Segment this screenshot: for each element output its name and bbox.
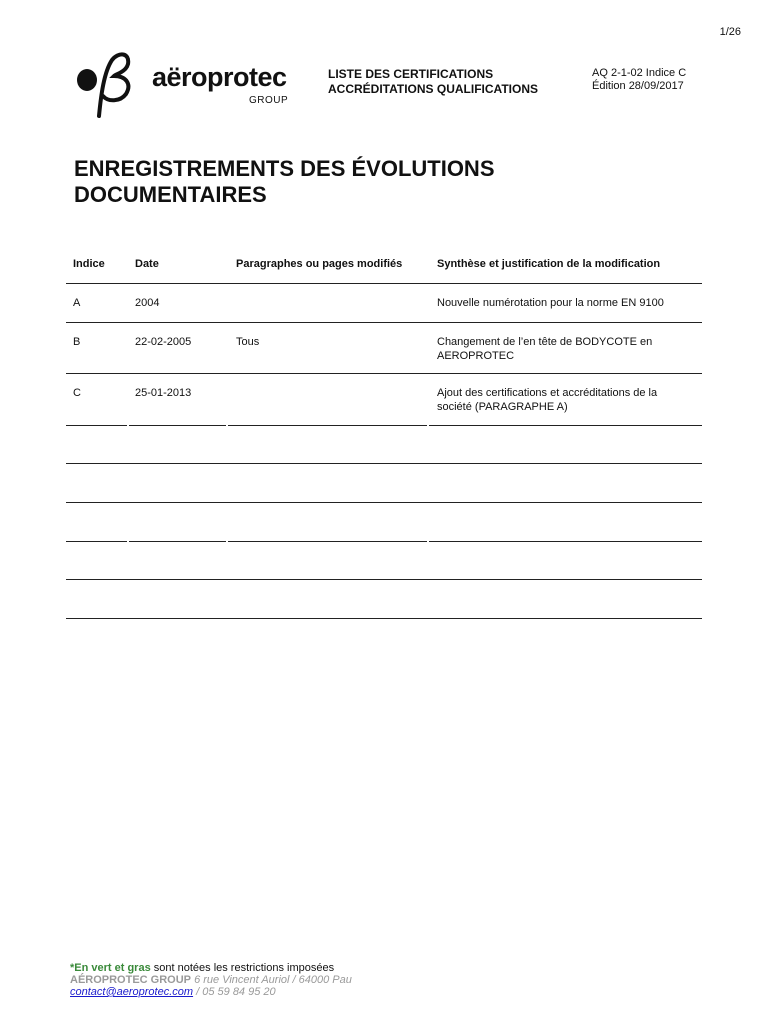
table-row: [66, 464, 702, 503]
table-row: [66, 503, 702, 541]
header-date: Date: [135, 258, 159, 270]
table-row: [66, 284, 702, 323]
cell-synthese: [437, 296, 677, 310]
revision-table: [66, 244, 702, 619]
cell-synthese-line1: Changement de l’en tête de BODYCOTE en: [437, 336, 653, 348]
footer-email-link[interactable]: contact@aeroprotec.com: [70, 986, 194, 998]
header-indice: Indice: [73, 258, 105, 270]
cell-indice: A: [73, 297, 81, 309]
page-heading-line1: ENREGISTREMENTS DES ÉVOLUTIONS: [74, 156, 495, 181]
cell-date: 22-02-2005: [135, 336, 192, 348]
page-heading-line2: DOCUMENTAIRES: [74, 182, 267, 207]
footer-contact-line: [70, 986, 352, 998]
footer-note: [70, 962, 352, 974]
logo-mark-icon: [72, 50, 152, 120]
cell-synthese: [437, 386, 677, 414]
cell-indice: B: [73, 336, 81, 348]
table-row: [66, 580, 702, 619]
cell-indice: C: [73, 387, 81, 399]
footer-address: 6 rue Vincent Auriol / 64000 Pau: [191, 974, 352, 986]
logo-group-label: GROUP: [249, 95, 289, 106]
footer-note-text: sont notées les restrictions imposées: [150, 962, 335, 974]
logo-wordmark: aëroprotec: [152, 62, 287, 92]
edition-date: Édition 28/09/2017: [592, 80, 684, 92]
footer-address-line: [70, 974, 352, 986]
footer-green-label: En vert et gras: [74, 962, 151, 974]
document-title-line1: LISTE DES CERTIFICATIONS: [328, 67, 494, 81]
header-synthese: Synthèse et justification de la modification: [437, 258, 661, 270]
table-header-row: [66, 244, 702, 284]
cell-date: 2004: [135, 297, 160, 309]
cell-synthese: [437, 335, 677, 363]
page-number: 1/26: [719, 26, 741, 38]
cell-paragraphes: Tous: [236, 336, 260, 348]
document-reference: [592, 67, 686, 93]
page-footer: [70, 962, 352, 998]
table-row: [66, 541, 702, 580]
reference-code: AQ 2-1-02 Indice C: [592, 67, 687, 79]
cell-synthese-line1: Nouvelle numérotation pour la norme EN 9100: [437, 297, 664, 309]
cell-synthese-line1: Ajout des certifications et accréditations de la: [437, 387, 658, 399]
page-heading: [74, 156, 495, 208]
header-paragraphes: Paragraphes ou pages modifiés: [236, 258, 403, 270]
table-row: [66, 323, 702, 374]
table-row: [66, 374, 702, 425]
footer-asterisk: *: [70, 962, 75, 974]
cell-synthese-line2: société (PARAGRAPHE A): [437, 401, 568, 413]
document-title-line2: ACCRÉDITATIONS QUALIFICATIONS: [328, 82, 538, 96]
footer-company: AÉROPROTEC GROUP: [70, 974, 192, 986]
footer-phone: / 05 59 84 95 20: [193, 986, 276, 998]
cell-synthese-line2: AEROPROTEC: [437, 350, 515, 362]
document-title: [328, 67, 538, 97]
table-row: [66, 425, 702, 464]
company-logo: [72, 50, 302, 120]
cell-date: 25-01-2013: [135, 387, 192, 399]
